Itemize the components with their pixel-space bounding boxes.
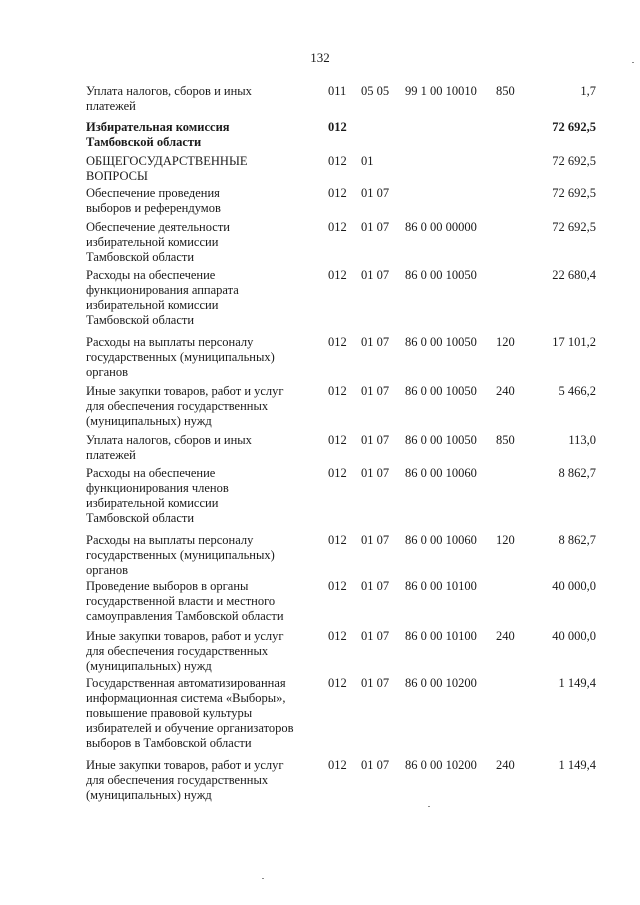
table-row bbox=[86, 758, 606, 803]
row-vedom-code: 012 bbox=[328, 220, 347, 234]
row-target-article-code: 86 0 00 00000 bbox=[405, 220, 477, 234]
row-expense-type-code: 240 bbox=[496, 384, 515, 398]
row-expense-type-code: 850 bbox=[496, 84, 515, 98]
row-amount: 17 101,2 bbox=[552, 335, 596, 349]
table-row bbox=[86, 579, 606, 624]
row-amount: 40 000,0 bbox=[552, 579, 596, 593]
row-target-article-code: 86 0 00 10200 bbox=[405, 758, 477, 772]
row-name: Уплата налогов, сборов и иных платежей bbox=[86, 84, 252, 113]
table-row bbox=[86, 154, 606, 184]
row-vedom-code: 012 bbox=[328, 154, 347, 168]
row-section-code: 01 07 bbox=[361, 758, 390, 772]
row-vedom-code: 011 bbox=[328, 84, 347, 98]
row-amount: 22 680,4 bbox=[552, 268, 596, 282]
row-target-article-code: 86 0 00 10060 bbox=[405, 533, 477, 547]
row-expense-type-code: 240 bbox=[496, 758, 515, 772]
row-target-article-code: 86 0 00 10060 bbox=[405, 466, 477, 480]
row-target-article-code: 86 0 00 10050 bbox=[405, 335, 477, 349]
row-target-article-code: 86 0 00 10100 bbox=[405, 629, 477, 643]
page-number: 132 bbox=[310, 50, 330, 65]
scan-speck bbox=[262, 878, 264, 879]
table-row bbox=[86, 629, 606, 674]
row-amount: 72 692,5 bbox=[552, 154, 596, 168]
table-row bbox=[86, 186, 606, 216]
row-section-code: 01 07 bbox=[361, 186, 390, 200]
table-row bbox=[86, 533, 606, 578]
row-section-code: 01 07 bbox=[361, 533, 390, 547]
row-name: Иные закупки товаров, работ и услуг для обеспечения государственных (муниципальных) нужд bbox=[86, 384, 284, 428]
table-row bbox=[86, 220, 606, 265]
table-row bbox=[86, 335, 606, 380]
table-row bbox=[86, 466, 606, 526]
row-vedom-code: 012 bbox=[328, 120, 347, 134]
row-amount: 1 149,4 bbox=[558, 758, 596, 772]
row-section-code: 01 07 bbox=[361, 433, 390, 447]
row-section-code: 01 07 bbox=[361, 335, 390, 349]
row-amount: 1,7 bbox=[580, 84, 596, 98]
row-name: Уплата налогов, сборов и иных платежей bbox=[86, 433, 252, 462]
row-amount: 8 862,7 bbox=[558, 533, 596, 547]
row-vedom-code: 012 bbox=[328, 384, 347, 398]
row-section-code: 01 07 bbox=[361, 466, 390, 480]
row-amount: 1 149,4 bbox=[558, 676, 596, 690]
row-vedom-code: 012 bbox=[328, 433, 347, 447]
row-name: Расходы на обеспечение функционирования членов избирательной комиссии Тамбовской области bbox=[86, 466, 229, 525]
row-vedom-code: 012 bbox=[328, 268, 347, 282]
row-amount: 72 692,5 bbox=[552, 186, 596, 200]
table-row bbox=[86, 84, 606, 114]
row-section-code: 01 07 bbox=[361, 579, 390, 593]
row-amount: 72 692,5 bbox=[552, 120, 596, 134]
row-target-article-code: 86 0 00 10050 bbox=[405, 384, 477, 398]
row-vedom-code: 012 bbox=[328, 335, 347, 349]
row-vedom-code: 012 bbox=[328, 186, 347, 200]
row-vedom-code: 012 bbox=[328, 676, 347, 690]
row-amount: 40 000,0 bbox=[552, 629, 596, 643]
row-section-code: 01 07 bbox=[361, 220, 390, 234]
row-name: Расходы на выплаты персоналу государственных (муниципальных) органов bbox=[86, 335, 275, 379]
row-vedom-code: 012 bbox=[328, 466, 347, 480]
table-row bbox=[86, 384, 606, 429]
row-target-article-code: 86 0 00 10100 bbox=[405, 579, 477, 593]
row-section-code: 01 07 bbox=[361, 676, 390, 690]
row-name: Расходы на обеспечение функционирования аппарата избирательной комиссии Тамбовской области bbox=[86, 268, 239, 327]
row-name: Обеспечение деятельности избирательной комиссии Тамбовской области bbox=[86, 220, 231, 264]
row-expense-type-code: 120 bbox=[496, 533, 515, 547]
table-row bbox=[86, 120, 606, 150]
row-name: Расходы на выплаты персоналу государственных (муниципальных) органов bbox=[86, 533, 275, 577]
scan-speck bbox=[428, 806, 430, 807]
table-row bbox=[86, 676, 606, 751]
table-row bbox=[86, 268, 606, 328]
table-row bbox=[86, 433, 606, 463]
row-name: Избирательная комиссия Тамбовской области bbox=[86, 120, 230, 149]
row-name: Обеспечение проведения выборов и референдумов bbox=[86, 186, 221, 215]
row-expense-type-code: 850 bbox=[496, 433, 515, 447]
row-amount: 113,0 bbox=[568, 433, 596, 447]
row-expense-type-code: 240 bbox=[496, 629, 515, 643]
row-target-article-code: 86 0 00 10200 bbox=[405, 676, 477, 690]
row-vedom-code: 012 bbox=[328, 533, 347, 547]
row-vedom-code: 012 bbox=[328, 579, 347, 593]
row-amount: 72 692,5 bbox=[552, 220, 596, 234]
row-vedom-code: 012 bbox=[328, 758, 347, 772]
row-expense-type-code: 120 bbox=[496, 335, 515, 349]
row-name: ОБЩЕГОСУДАРСТВЕННЫЕ ВОПРОСЫ bbox=[86, 154, 248, 183]
row-vedom-code: 012 bbox=[328, 629, 347, 643]
row-name: Проведение выборов в органы государственной власти и местного самоуправления Тамбовской области bbox=[86, 579, 284, 623]
row-amount: 5 466,2 bbox=[558, 384, 596, 398]
row-section-code: 01 07 bbox=[361, 384, 390, 398]
row-amount: 8 862,7 bbox=[558, 466, 596, 480]
row-name: Иные закупки товаров, работ и услуг для обеспечения государственных (муниципальных) нужд bbox=[86, 758, 284, 802]
row-name: Иные закупки товаров, работ и услуг для обеспечения государственных (муниципальных) нужд bbox=[86, 629, 284, 673]
row-name: Государственная автоматизированная информационная система «Выборы», повышение правовой культуры избирателей и обучение организаторов выборов в Тамбовской области bbox=[86, 676, 294, 750]
row-section-code: 01 bbox=[361, 154, 374, 168]
row-target-article-code: 86 0 00 10050 bbox=[405, 268, 477, 282]
row-target-article-code: 86 0 00 10050 bbox=[405, 433, 477, 447]
row-section-code: 05 05 bbox=[361, 84, 390, 98]
row-target-article-code: 99 1 00 10010 bbox=[405, 84, 477, 98]
row-section-code: 01 07 bbox=[361, 629, 390, 643]
row-section-code: 01 07 bbox=[361, 268, 390, 282]
scan-speck bbox=[632, 62, 634, 63]
